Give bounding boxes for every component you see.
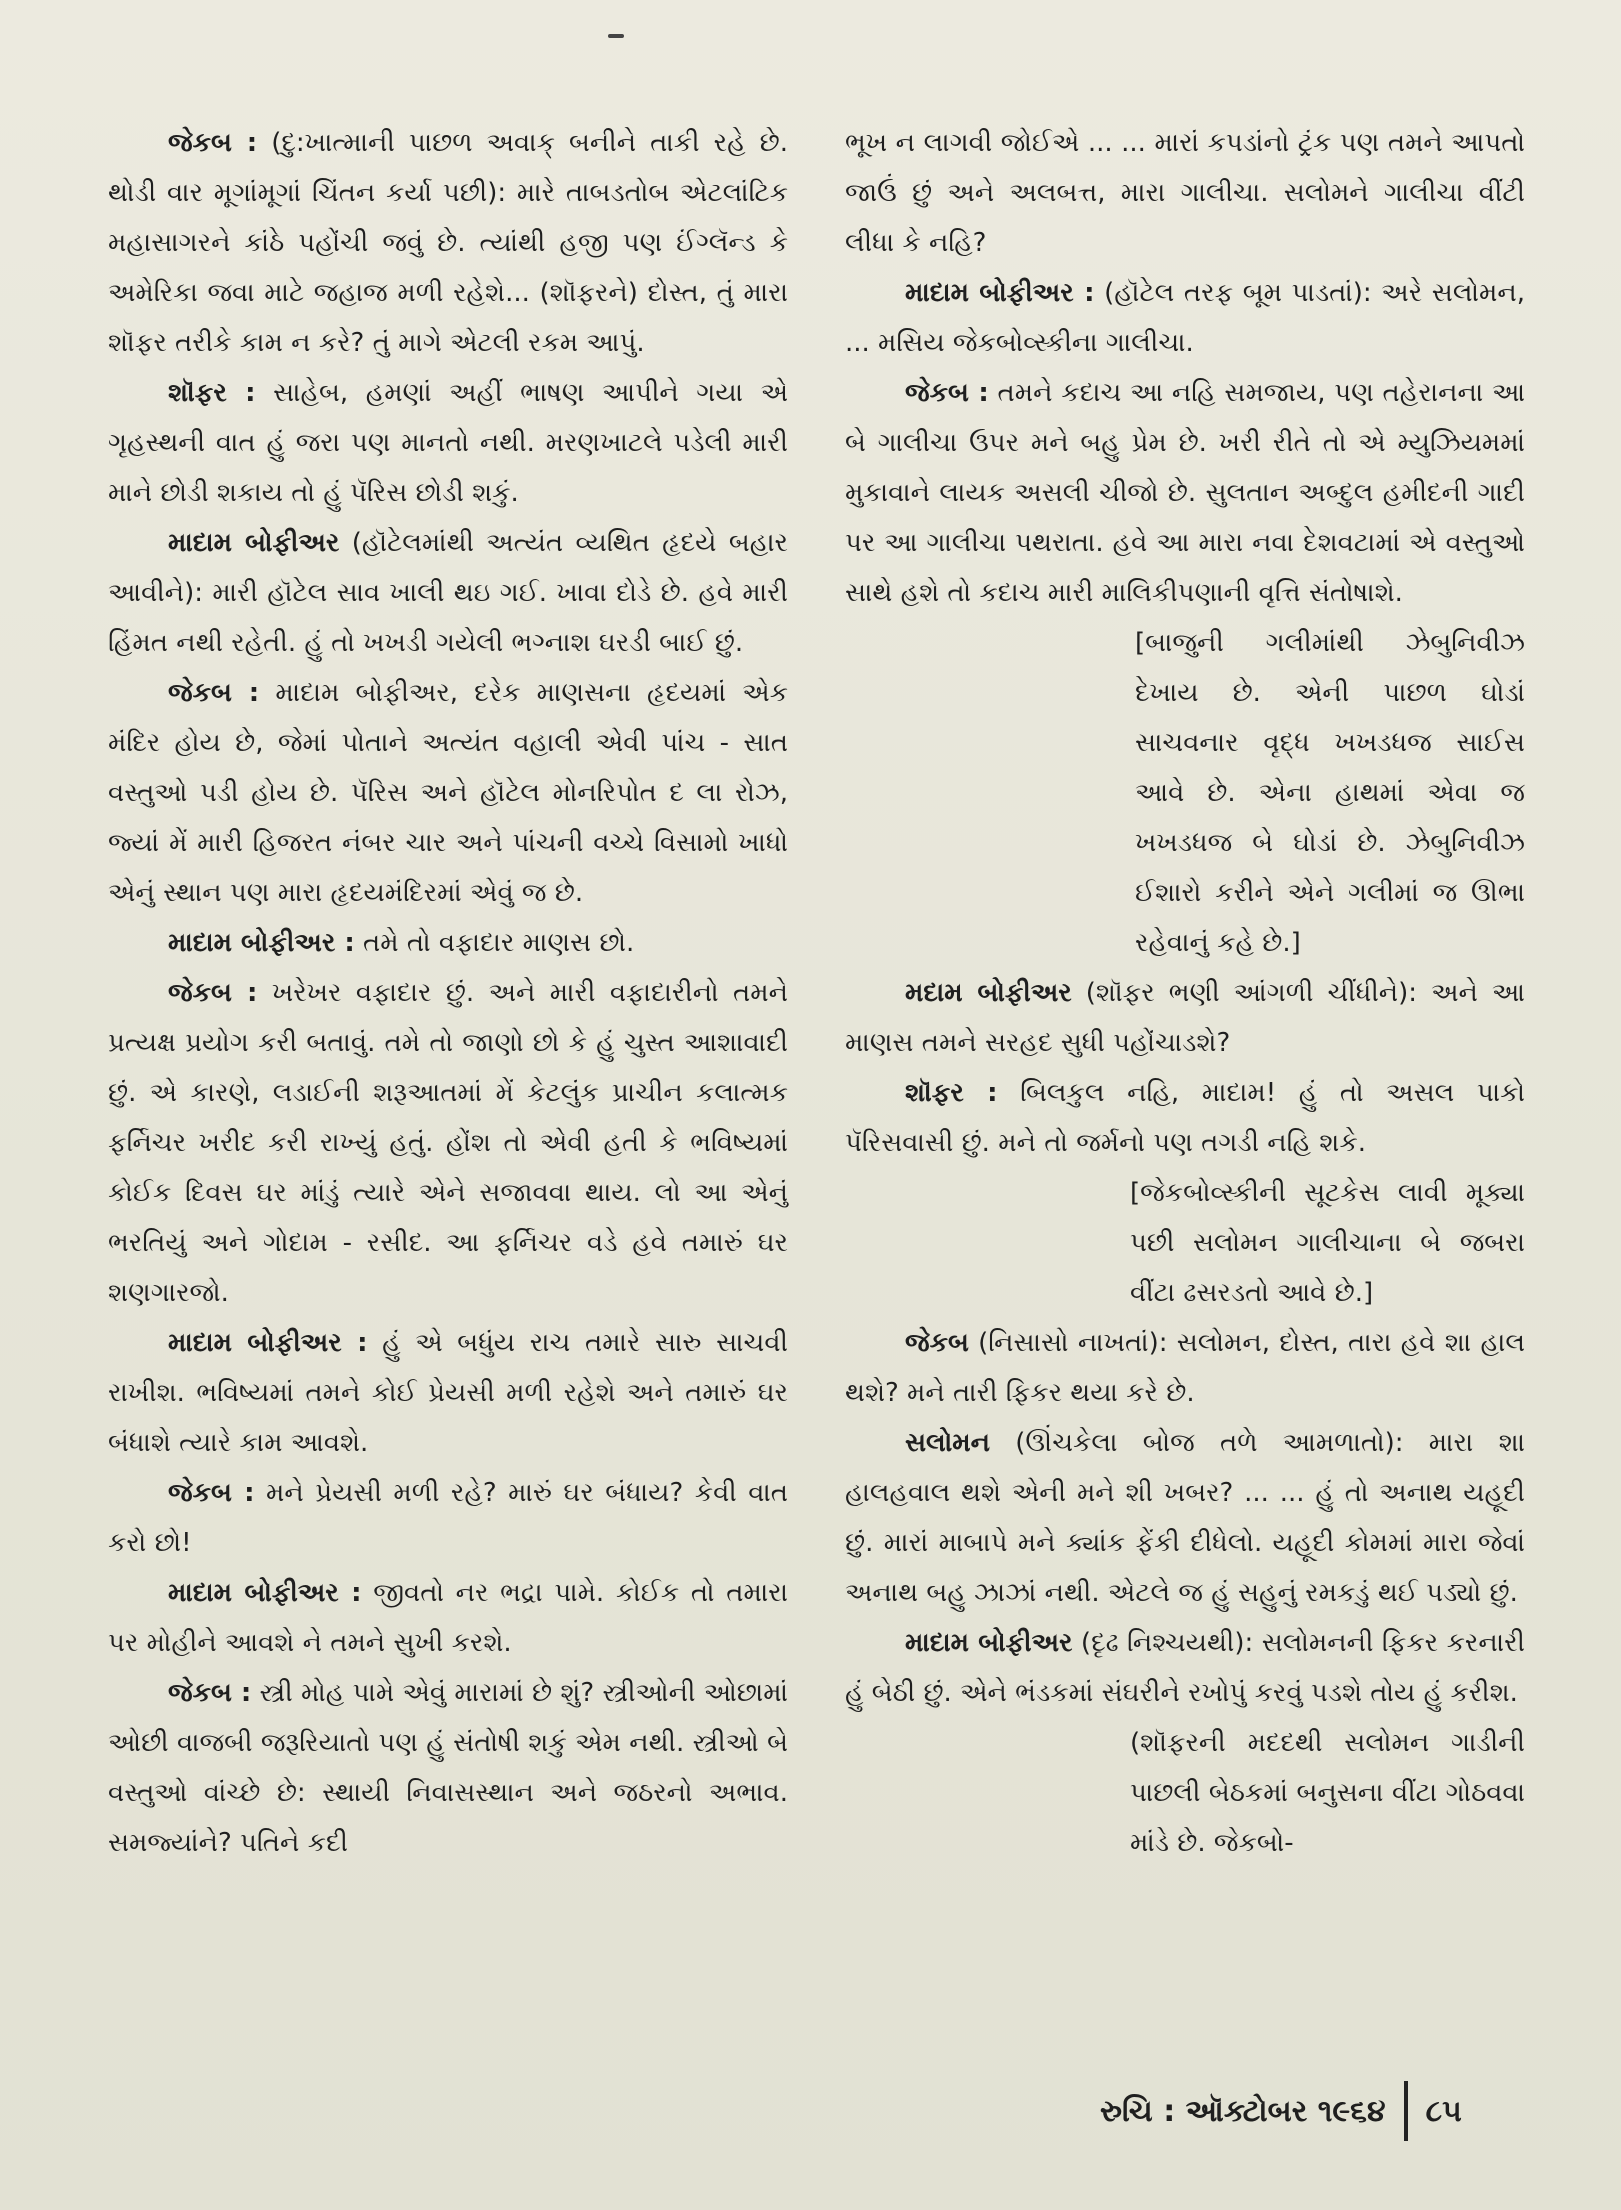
dialogue-text: (દુ:ખાત્માની પાછળ અવાક્ બનીને તાકી રહે છે. થોડી વાર મૂગાંમૂગાં ચિંતન કર્યા પછી): મારે તાબડતોબ એટલાંટિક મહાસાગરને કાંઠે પહોંચી જવું છે. ત્યાંથી હજી પણ ઈંગ્લૅન્ડ કે અમેરિકા જવા માટે જહાજ મળી રહેશે... (શૉફરને) દોસ્ત, તું મારા શૉફર તરીકે કામ ન કરે? તું માગે એટલી રકમ આપું. <box>108 128 789 358</box>
dialogue-paragraph <box>845 1418 1525 1618</box>
dialogue-text: માદામ બોફીઅર, દરેક માણસના હૃદયમાં એક મંદિર હોય છે, જેમાં પોતાને અત્યંત વહાલી એવી પાંચ - સાત વસ્તુઓ પડી હોય છે. પૅરિસ અને હૉટેલ મોનરિપોત દ લા રોઝ, જ્યાં મેં મારી હિજરત નંબર ચાર અને પાંચની વચ્ચે વિસામો ખાધો એનું સ્થાન પણ મારા હૃદયમંદિરમાં એવું જ છે. <box>108 678 789 908</box>
dialogue-paragraph <box>845 968 1525 1068</box>
dialogue-paragraph <box>108 668 788 918</box>
speaker-name: શૉફર : <box>905 1078 998 1108</box>
dialogue-text: તમે તો વફાદાર માણસ છો. <box>363 928 635 958</box>
speaker-name: માદામ બોફીઅર : <box>168 1578 362 1608</box>
dialogue-text: સાહેબ, હમણાં અહીં ભાષણ આપીને ગયા એ ગૃહસ્થની વાત હું જરા પણ માનતો નથી. મરણખાટલે પડેલી મારી માને છોડી શકાય તો હું પૅરિસ છોડી શકું. <box>108 378 788 508</box>
speaker-name: માદામ બોફીઅર : <box>168 928 355 958</box>
dialogue-text: હું એ બધુંય રાચ તમારે સારુ સાચવી રાખીશ. ભવિષ્યમાં તમને કોઈ પ્રેયસી મળી રહેશે અને તમારું ઘર બંધાશે ત્યારે કામ આવશે. <box>108 1328 788 1458</box>
dialogue-text: સ્ત્રી મોહ પામે એવું મારામાં છે શું? સ્ત્રીઓની ઓછામાં ઓછી વાજબી જરૂરિયાતો પણ હું સંતોષી શકું એમ નથી. સ્ત્રીઓ બે વસ્તુઓ વાંચ્છે છે: સ્થાયી નિવાસસ્થાન અને જઠરનો અભાવ. સમજ્યાંને? પતિને કદી <box>108 1678 788 1858</box>
dialogue-text: ભૂખ ન લાગવી જોઈએ ... ... મારાં કપડાંનો ટ્રંક પણ તમને આપતો જાઉં છું અને અલબત્ત, મારા ગાલીચા. સલોમને ગાલીચા વીંટી લીધા કે નહિ? <box>845 128 1525 258</box>
speaker-name: માદામ બોફીઅર : <box>905 278 1095 308</box>
dialogue-text: બિલકુલ નહિ, માદામ! હું તો અસલ પાકો પૅરિસવાસી છું. મને તો જર્મનો પણ તગડી નહિ શકે. <box>845 1078 1525 1158</box>
dialogue-paragraph <box>845 368 1525 618</box>
speaker-name: માદામ બોફીઅર <box>168 528 340 558</box>
dialogue-paragraph <box>108 1468 788 1568</box>
speaker-name: માદામ બોફીઅર : <box>168 1328 368 1358</box>
dialogue-paragraph <box>845 268 1525 368</box>
dialogue-text: (દૃઢ નિશ્ચયથી): સલોમનની ફિકર કરનારી હું બેઠી છું. એને ભંડકમાં સંઘરીને રખોપું કરવું પડશે તોય હું કરીશ. <box>845 1628 1525 1708</box>
speaker-name: જેકબ : <box>905 378 989 408</box>
left-column <box>108 118 788 1868</box>
dialogue-paragraph <box>845 1318 1525 1418</box>
right-column-bottom <box>845 1318 1525 1718</box>
stage-direction: [બાજુની ગલીમાંથી ઝેબુનિવીઝ દેખાય છે. એની પાછળ ઘોડાં સાચવનાર વૃદ્ધ ખખડધજ સાઈસ આવે છે. એના હાથમાં એવા જ ખખડધજ બે ઘોડાં છે. ઝેબુનિવીઝ ઈશારો કરીને એને ગલીમાં જ ઊભા રહેવાનું કહે છે.] <box>1135 628 1525 958</box>
footer-divider <box>1404 2081 1408 2141</box>
right-column-top <box>845 118 1525 618</box>
dialogue-text: ખરેખર વફાદાર છું. અને મારી વફાદારીનો તમને પ્રત્યક્ષ પ્રયોગ કરી બતાવું. તમે તો જાણો છો કે હું ચુસ્ત આશાવાદી છું. એ કારણે, લડાઈની શરૂઆતમાં મેં કેટલુંક પ્રાચીન કલાત્મક ફર્નિચર ખરીદ કરી રાખ્યું હતું. હોંશ તો એવી હતી કે ભવિષ્યમાં કોઈક દિવસ ઘર માંડું ત્યારે એને સજાવવા થાય. લો આ એનું ભરતિયું અને ગોદામ - રસીદ. આ ફર્નિચર વડે હવે તમારું ઘર શણગારજો. <box>108 978 788 1308</box>
speaker-name: જેકબ <box>905 1328 969 1358</box>
dialogue-paragraph <box>845 1068 1525 1168</box>
speaker-name: જેકબ : <box>168 1478 255 1508</box>
speaker-name: જેકબ : <box>168 1678 252 1708</box>
dialogue-text: તમને કદાચ આ નહિ સમજાય, પણ તહેરાનના આ બે ગાલીચા ઉપર મને બહુ પ્રેમ છે. ખરી રીતે તો એ મ્યુઝિયમમાં મુકાવાને લાયક અસલી ચીજો છે. સુલતાન અબ્દુલ હમીદની ગાદી પર આ ગાલીચા પથરાતા. હવે આ મારા નવા દેશવટામાં એ વસ્તુઓ સાથે હશે તો કદાચ મારી માલિકીપણાની વૃત્તિ સંતોષાશે. <box>845 378 1526 608</box>
dialogue-text: (હૉટેલમાંથી અત્યંત વ્યથિત હૃદયે બહાર આવીને): મારી હૉટેલ સાવ ખાલી થઇ ગઈ. ખાવા દોડે છે. હવે મારી હિંમત નથી રહેતી. હું તો ખખડી ગયેલી ભગ્નાશ ઘરડી બાઈ છું. <box>108 528 788 658</box>
magazine-issue: રુચિ : ઑક્ટોબર ૧૯૬૪ <box>1100 2093 1386 2129</box>
dialogue-paragraph <box>108 1668 788 1868</box>
page-footer <box>1100 2086 1462 2136</box>
dialogue-text: (ઊંચકેલા બોજ તળે આમળાતો): મારા શા હાલહવાલ થશે એની મને શી ખબર? ... ... હું તો અનાથ યહૂદી છું. મારાં માબાપે મને ક્યાંક ફેંકી દીધેલો. યહૂદી કોમમાં મારા જેવાં અનાથ બહુ ઝાઝાં નથી. એટલે જ હું સહુનું રમકડું થઈ પડ્યો છું. <box>845 1428 1525 1608</box>
page-number: ૮૫ <box>1425 2093 1462 2129</box>
print-mark <box>608 34 624 38</box>
dialogue-text: મને પ્રેયસી મળી રહે? મારું ઘર બંધાય? કેવી વાત કરો છો! <box>108 1478 789 1558</box>
speaker-name: શૉફર : <box>168 378 256 408</box>
dialogue-paragraph <box>845 1618 1525 1718</box>
dialogue-text: (નિસાસો નાખતાં): સલોમન, દોસ્ત, તારા હવે શા હાલ થશે? મને તારી ફિકર થયા કરે છે. <box>845 1328 1525 1408</box>
dialogue-text: જીવતો નર ભદ્રા પામે. કોઈક તો તમારા પર મોહીને આવશે ને તમને સુખી કરશે. <box>108 1578 788 1658</box>
dialogue-paragraph <box>108 968 788 1318</box>
stage-direction: (શૉફરની મદદથી સલોમન ગાડીની પાછલી બેઠકમાં બનુસના વીંટા ગોઠવવા માંડે છે. જેકબો- <box>1130 1728 1525 1858</box>
stage-direction: [જેકબોવ્સ્કીની સૂટકેસ લાવી મૂક્યા પછી સલોમન ગાલીચાના બે જબરા વીંટા ઢસરડતો આવે છે.] <box>1130 1178 1525 1308</box>
speaker-name: જેકબ : <box>168 978 258 1008</box>
dialogue-text: (હૉટેલ તરફ બૂમ પાડતાં): અરે સલોમન, ... મસિય જેકબોવ્સ્કીના ગાલીચા. <box>845 278 1525 358</box>
speaker-name: સલોમન <box>905 1428 990 1458</box>
dialogue-paragraph <box>108 118 788 368</box>
dialogue-paragraph <box>108 1568 788 1668</box>
speaker-name: જેકબ : <box>168 678 260 708</box>
dialogue-paragraph <box>108 518 788 668</box>
dialogue-paragraph <box>108 918 788 968</box>
dialogue-paragraph <box>108 1318 788 1468</box>
dialogue-paragraph <box>845 118 1525 268</box>
dialogue-text: (શૉફર ભણી આંગળી ચીંધીને): અને આ માણસ તમને સરહદ સુધી પહોંચાડશે? <box>845 978 1526 1058</box>
right-column-mid <box>845 968 1525 1168</box>
speaker-name: મદામ બોફીઅર <box>905 978 1072 1008</box>
speaker-name: જેકબ : <box>168 128 258 158</box>
dialogue-paragraph <box>108 368 788 518</box>
right-column <box>845 118 1525 1868</box>
speaker-name: માદામ બોફીઅર <box>905 1628 1073 1658</box>
